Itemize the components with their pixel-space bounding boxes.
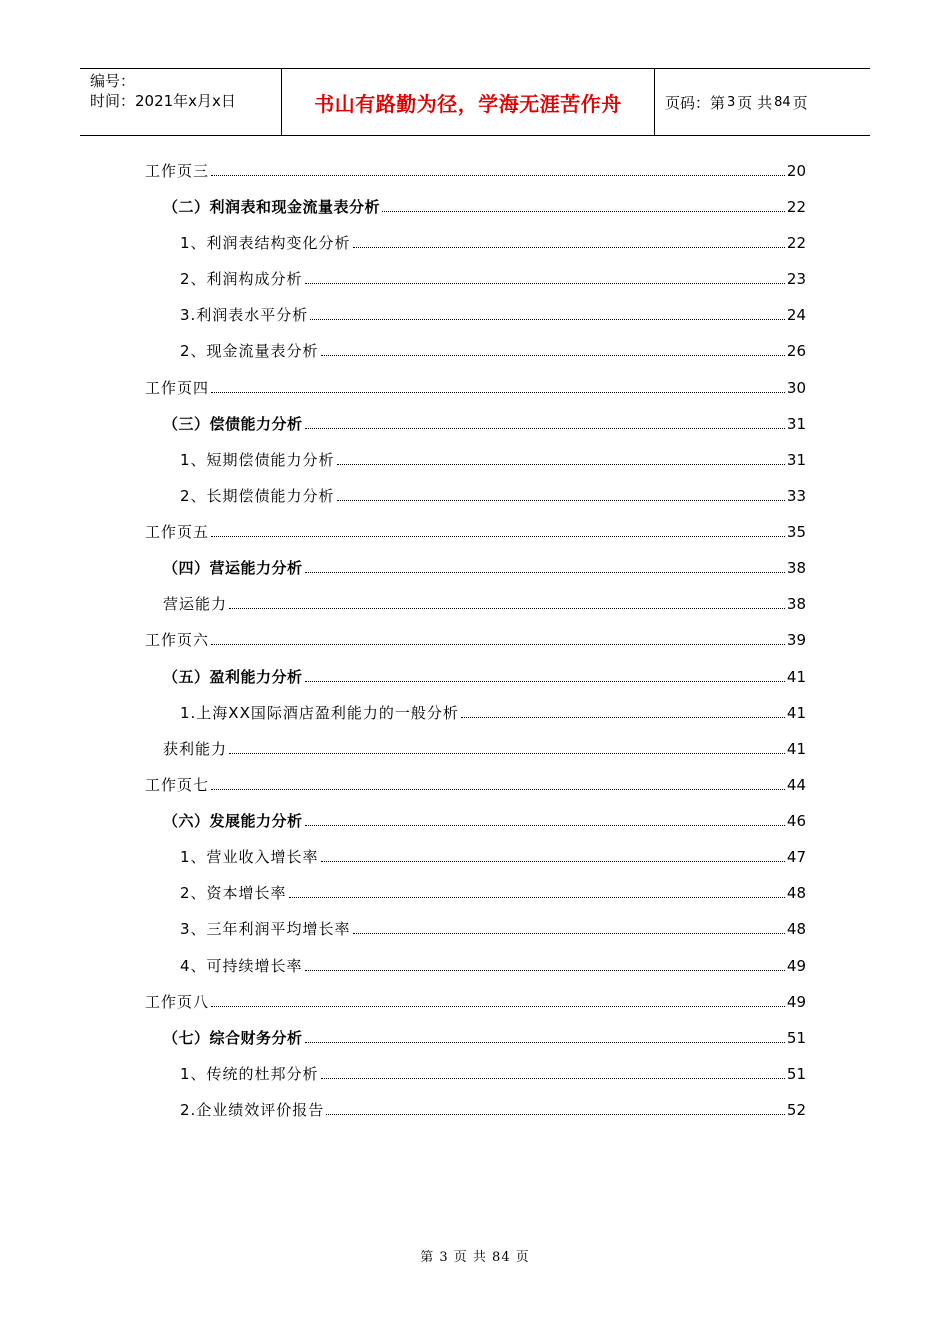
dot-leader xyxy=(211,789,785,790)
toc-entry-page: 22 xyxy=(786,198,806,216)
toc-entry[interactable] xyxy=(145,521,806,543)
page-footer: 第 3 页 共 84 页 xyxy=(420,1250,530,1265)
toc-entry-label: 1、营业收入增长率 xyxy=(180,848,319,866)
toc-entry[interactable] xyxy=(163,738,806,760)
toc-entry-page: 24 xyxy=(786,306,806,324)
toc-entry-page: 30 xyxy=(786,379,806,397)
toc-entry-label: 2、利润构成分析 xyxy=(180,270,303,288)
dot-leader xyxy=(305,970,785,971)
toc-entry[interactable] xyxy=(163,413,806,435)
toc-entry-page: 51 xyxy=(786,1065,806,1083)
toc-entry[interactable] xyxy=(180,485,806,507)
dot-leader xyxy=(305,283,785,284)
toc-entry-label: 4、可持续增长率 xyxy=(180,957,303,975)
toc-entry[interactable] xyxy=(180,882,806,904)
toc-entry-label: 2、现金流量表分析 xyxy=(180,342,319,360)
dot-leader xyxy=(353,933,785,934)
toc-entry-label: （二）利润表和现金流量表分析 xyxy=(163,198,381,216)
toc-entry-label: （七）综合财务分析 xyxy=(163,1029,303,1047)
toc-entry[interactable] xyxy=(180,1063,806,1085)
date-label: 时间：2021年x月x日 xyxy=(90,92,236,110)
toc-entry[interactable] xyxy=(180,955,806,977)
toc-entry-page: 41 xyxy=(786,704,806,722)
toc-entry-page: 51 xyxy=(786,1029,806,1047)
toc-entry-page: 41 xyxy=(786,740,806,758)
toc-entry-label: （四）营运能力分析 xyxy=(163,559,303,577)
toc-entry-page: 48 xyxy=(786,920,806,938)
toc-entry[interactable] xyxy=(180,304,806,326)
toc-entry-label: 3、三年利润平均增长率 xyxy=(180,920,351,938)
dot-leader xyxy=(326,1114,785,1115)
toc-entry-page: 44 xyxy=(786,776,806,794)
dot-leader xyxy=(211,175,785,176)
toc-entry-page: 23 xyxy=(786,270,806,288)
toc-entry-page: 48 xyxy=(786,884,806,902)
dot-leader xyxy=(305,825,785,826)
page-mid: 页 共 xyxy=(737,93,773,112)
page-current: 3 xyxy=(727,94,736,110)
dot-leader xyxy=(211,644,785,645)
toc-entry-label: 获利能力 xyxy=(163,740,228,758)
toc-entry[interactable] xyxy=(163,196,806,218)
toc-entry[interactable] xyxy=(145,774,806,796)
page-header xyxy=(80,68,870,136)
toc-entry[interactable] xyxy=(180,846,806,868)
dot-leader xyxy=(310,319,785,320)
toc-entry[interactable] xyxy=(180,268,806,290)
toc-entry-label: 工作页六 xyxy=(145,631,210,649)
toc-entry[interactable] xyxy=(163,1027,806,1049)
toc-entry-page: 46 xyxy=(786,812,806,830)
dot-leader xyxy=(353,247,785,248)
dot-leader xyxy=(229,753,785,754)
toc-entry[interactable] xyxy=(180,702,806,724)
dot-leader xyxy=(229,608,785,609)
toc-entry-label: 工作页八 xyxy=(145,993,210,1011)
dot-leader xyxy=(211,392,785,393)
toc-entry[interactable] xyxy=(180,449,806,471)
dot-leader xyxy=(211,536,785,537)
toc-entry-label: 2、长期偿债能力分析 xyxy=(180,487,335,505)
toc-entry-page: 47 xyxy=(786,848,806,866)
dot-leader xyxy=(305,681,785,682)
dot-leader xyxy=(305,1042,785,1043)
toc-entry-page: 38 xyxy=(786,559,806,577)
dot-leader xyxy=(337,500,785,501)
toc-entry[interactable] xyxy=(163,666,806,688)
toc-entry-page: 20 xyxy=(786,162,806,180)
dot-leader xyxy=(337,464,785,465)
toc-entry-page: 35 xyxy=(786,523,806,541)
serial-label: 编号： xyxy=(90,72,136,90)
header-motto: 书山有路勤为径，学海无涯苦作舟 xyxy=(281,69,655,135)
toc-entry[interactable] xyxy=(180,232,806,254)
toc-entry[interactable] xyxy=(163,593,806,615)
dot-leader xyxy=(211,1006,785,1007)
toc-entry-label: 工作页七 xyxy=(145,776,210,794)
dot-leader xyxy=(382,211,785,212)
toc-entry[interactable] xyxy=(163,557,806,579)
dot-leader xyxy=(461,717,785,718)
toc-entry-page: 26 xyxy=(786,342,806,360)
toc-entry[interactable] xyxy=(180,1099,806,1121)
dot-leader xyxy=(305,572,785,573)
toc-entry-label: 1、短期偿债能力分析 xyxy=(180,451,335,469)
dot-leader xyxy=(321,355,785,356)
toc-entry-label: 1.上海XX国际酒店盈利能力的一般分析 xyxy=(180,704,459,722)
toc-entry-label: 2.企业绩效评价报告 xyxy=(180,1101,325,1119)
toc-entry-label: （五）盈利能力分析 xyxy=(163,668,303,686)
toc-entry-label: （三）偿债能力分析 xyxy=(163,415,303,433)
toc-entry-label: 1、传统的杜邦分析 xyxy=(180,1065,319,1083)
toc-entry-page: 41 xyxy=(786,668,806,686)
toc-entry-page: 49 xyxy=(786,993,806,1011)
toc-entry[interactable] xyxy=(145,160,806,182)
page-prefix: 页码：第 xyxy=(665,93,726,112)
dot-leader xyxy=(321,861,785,862)
toc-entry-page: 31 xyxy=(786,451,806,469)
toc-entry-label: （六）发展能力分析 xyxy=(163,812,303,830)
header-page-info xyxy=(655,69,870,135)
toc-entry-page: 38 xyxy=(786,595,806,613)
toc-entry-page: 39 xyxy=(786,631,806,649)
toc-entry-page: 33 xyxy=(786,487,806,505)
toc-entry-page: 31 xyxy=(786,415,806,433)
toc-entry-page: 52 xyxy=(786,1101,806,1119)
toc-entry[interactable] xyxy=(145,991,806,1013)
toc-entry-label: 2、资本增长率 xyxy=(180,884,287,902)
dot-leader xyxy=(321,1078,785,1079)
toc-entry[interactable] xyxy=(145,377,806,399)
toc-entry-label: 工作页五 xyxy=(145,523,210,541)
toc-entry[interactable] xyxy=(180,340,806,362)
toc-entry-label: 1、利润表结构变化分析 xyxy=(180,234,351,252)
toc-entry[interactable] xyxy=(145,629,806,651)
toc-entry-label: 工作页四 xyxy=(145,379,210,397)
dot-leader xyxy=(289,897,785,898)
toc-entry[interactable] xyxy=(180,918,806,940)
toc-entry-label: 工作页三 xyxy=(145,162,210,180)
page-suffix: 页 xyxy=(792,93,808,112)
toc-entry[interactable] xyxy=(163,810,806,832)
page-total: 84 xyxy=(774,94,791,110)
toc-entry-label: 营运能力 xyxy=(163,595,228,613)
toc-entry-page: 22 xyxy=(786,234,806,252)
toc-entry-page: 49 xyxy=(786,957,806,975)
dot-leader xyxy=(305,428,785,429)
toc-entry-label: 3.利润表水平分析 xyxy=(180,306,309,324)
header-meta xyxy=(80,69,281,135)
